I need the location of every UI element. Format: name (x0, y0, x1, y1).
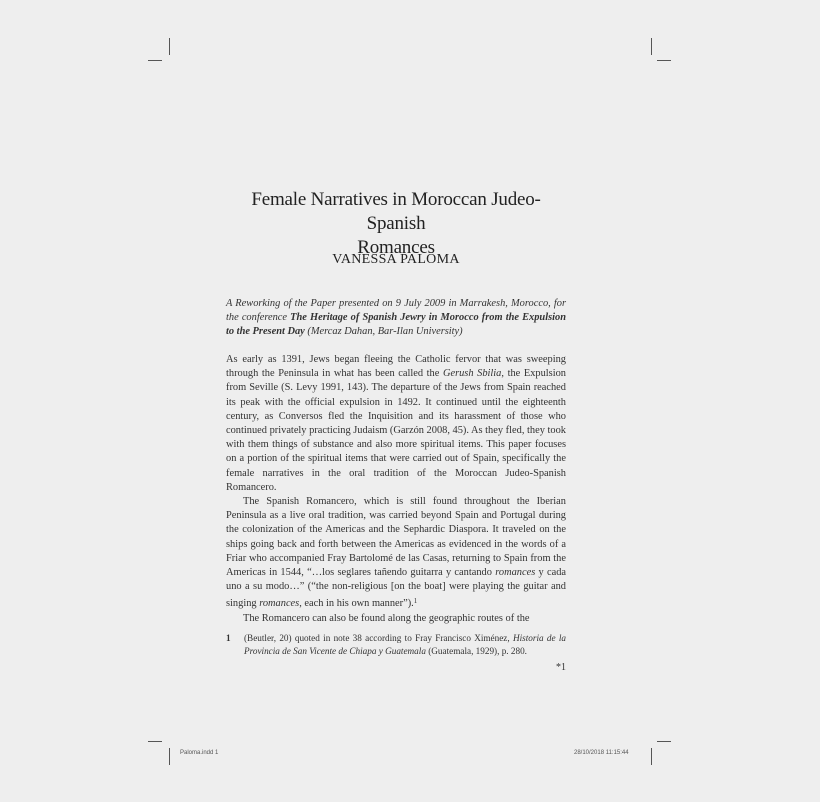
paragraph-3: The Romancero can also be found along the geographic routes of the (243, 612, 530, 624)
para2-text-b: y cada uno a su modo…” (“the non-religious [on the boat] were playing the guitar and singing (226, 567, 567, 610)
footnote-1 (226, 632, 566, 658)
conference-note (226, 297, 566, 339)
footnote-text-b: (Guatemala, 1929), p. 280. (425, 646, 527, 656)
para1-text-b: , the Expulsion from Seville (S. Levy 1991, 143). The departure of the Jews from Spain reached its peak with the official expulsion in 1492. It continued until the eighteenth century, as Conversos fled the Inquisition and its harassment of those who continued privately practicing Judaism (Garzón 2008, 45). As they fled, they took with them things of substance and also more spiritual items. This paper focuses on a portion of the spiritual items that were carried out of Spain, specifically the female narratives in the oral tradition of the Moroccan Judeo-Spanish Romancero. (226, 368, 566, 493)
note-text-1: A Reworking of the Paper presented on 9 July 2009 in Marrakesh, Morocco, for the conference (226, 298, 566, 323)
footnote-italic: Historia de la Provincia de San Vicente de Chiapa y Guatemala (244, 633, 566, 656)
title-line-2: Romances (357, 237, 435, 258)
slug-left: Paloma.indd 1 (180, 750, 219, 756)
para2-italic-1: romances (495, 567, 536, 579)
paragraph-1 (226, 353, 566, 495)
para2-text-a: The Spanish Romancero, which is still found throughout the Iberian Peninsula as a live oral tradition, was carried beyond Spain and Portugal during the colonization of the Americas and the Sephardic Diaspora. It traveled on the ships going back and forth between the Americas as evidenced in the words of a Friar who accompanied Fray Bartolomé de las Casas, returning to Spain from the Americas in 1544, “…los seglares tañendo guitarra y cantando (226, 496, 566, 579)
para1-italic: Gerush Sbilia (442, 368, 502, 380)
crop-mark-bottom-right-v (651, 748, 652, 765)
crop-mark-top-right-h (657, 60, 671, 61)
note-text-2: (Mercaz Dahan, Bar-Ilan University) (304, 326, 463, 337)
para2-italic-2: romances (259, 598, 300, 610)
crop-mark-top-right-v (651, 38, 652, 55)
crop-mark-bottom-left-h (148, 741, 162, 742)
page-folio: *1 (556, 662, 566, 673)
para1-text-a: As early as 1391, Jews began fleeing the Catholic fervor that was sweeping through the Peninsula in what has been called the (226, 354, 566, 380)
crop-mark-bottom-left-v (169, 748, 170, 765)
crop-mark-top-left-h (148, 60, 162, 61)
footnote-text (244, 632, 566, 658)
paragraph-2 (226, 495, 566, 612)
slug-right: 28/10/2018 11:15:44 (574, 750, 629, 756)
crop-mark-top-left-v (169, 38, 170, 55)
footnote-ref-1[interactable]: 1 (413, 597, 418, 606)
author-name: VANESSA PALOMA (332, 252, 460, 267)
footnote-text-a: (Beutler, 20) quoted in note 38 according to Fray Francisco Ximénez, (244, 633, 513, 643)
body-text (226, 353, 566, 626)
title-line-1: Female Narratives in Moroccan Judeo-Spanish (251, 189, 541, 234)
note-conference-name: The Heritage of Spanish Jewry in Morocco from the Expulsion to the Present Day (226, 312, 566, 337)
footnote-number: 1 (226, 633, 231, 643)
paper-title (226, 188, 566, 260)
crop-mark-bottom-right-h (657, 741, 671, 742)
para2-text-c: , each in his own manner”). (299, 598, 414, 610)
